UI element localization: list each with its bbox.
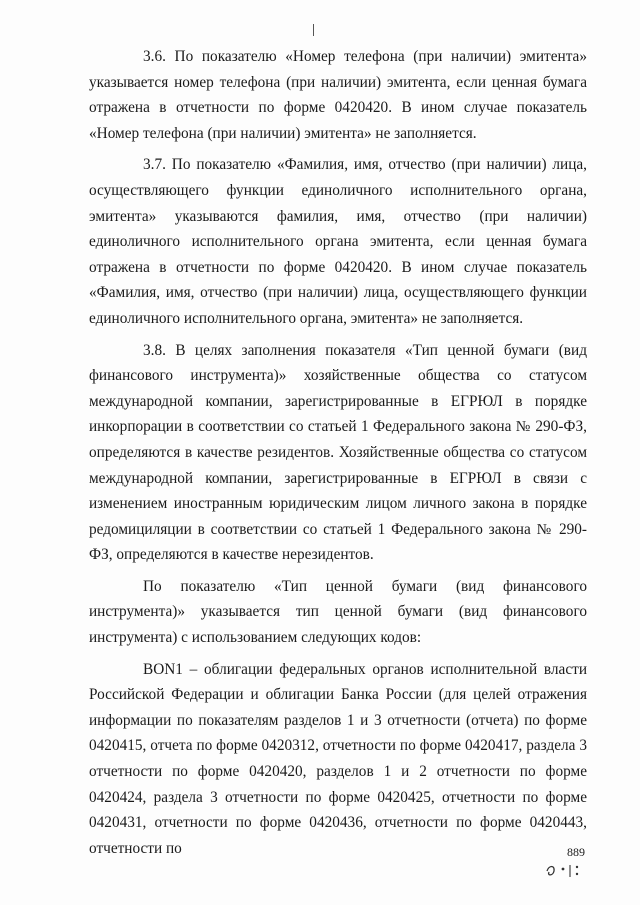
handwritten-mark-icon bbox=[543, 857, 583, 881]
top-tick-mark bbox=[313, 24, 314, 36]
paragraph-bon1: BON1 – облигации федеральных органов исполнительной власти Российской Федерации и облигации Банка России (для целей отражения информации по показателям разделов 1 и 3 отчетности (отчета) по форме 0420415, отчета по форме 0420312, отчетности по форме 0420417, раздела 3 отчетности по форме 0420420, разделов 1 и 2 отчетности по форме 0420424, раздела 3 отчетности по форме 0420425, отчетности по форме 0420431, отчетности по форме 0420436, отчетности по форме 0420443, отчетности по bbox=[89, 660, 587, 857]
paragraph-3-8: 3.8. В целях заполнения показателя «Тип ценной бумаги (вид финансового инструмента)» хозяйственные общества со статусом международной компании, зарегистрированные в ЕГРЮЛ в порядке инкорпорации в соответствии со статьей 1 Федерального закона № 290-ФЗ, определяются в качестве резидентов. Хозяйственные общества со статусом международной компании, зарегистрированные в ЕГРЮЛ в связи с изменением иностранным юридическим лицом личного закона в порядке редомициляции в соответствии со статьей 1 Федерального закона № 290-ФЗ, определяются в качестве нерезидентов. bbox=[89, 341, 587, 564]
paragraph-3-6: 3.6. По показателю «Номер телефона (при наличии) эмитента» указывается номер телефона (при наличии) эмитента, если ценная бумага отражена в отчетности по форме 0420420. В ином случае показатель «Номер телефона (при наличии) эмитента» не заполняется. bbox=[89, 48, 587, 142]
page-number: 889 bbox=[567, 845, 585, 859]
paragraph-codes-intro: По показателю «Тип ценной бумаги (вид финансового инструмента)» указывается тип ценной бумаги (вид финансового инструмента) с использованием следующих кодов: bbox=[89, 577, 587, 647]
paragraph-3-7: 3.7. По показателю «Фамилия, имя, отчество (при наличии) лица, осуществляющего функции единоличного исполнительного органа, эмитента» указываются фамилия, имя, отчество (при наличии) единоличного исполнительного органа эмитента, если ценная бумага отражена в отчетности по форме 0420420. В ином случае показатель «Фамилия, имя, отчество (при наличии) лица, осуществляющего функции единоличного исполнительного органа, эмитента» не заполняется. bbox=[89, 156, 587, 327]
document-body bbox=[89, 44, 587, 867]
